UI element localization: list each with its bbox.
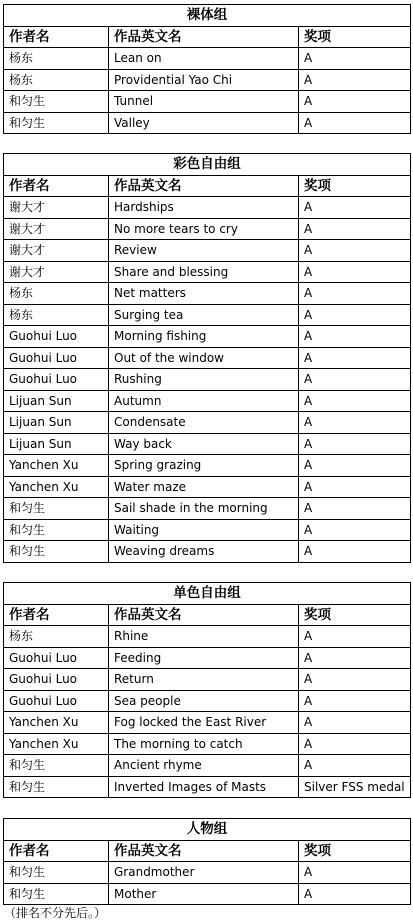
cell-title: Fog locked the East River: [109, 712, 299, 734]
column-header-row: [4, 840, 411, 862]
cell-title: Waiting: [109, 519, 299, 541]
column-header-title: 作品英文名: [109, 604, 299, 626]
column-header-title: 作品英文名: [109, 26, 299, 48]
table-row: [4, 433, 411, 455]
cell-award: A: [299, 733, 411, 755]
table-row: [4, 112, 411, 134]
cell-author: 和匀生: [4, 91, 109, 113]
cell-award: A: [299, 690, 411, 712]
table-row: [4, 218, 411, 240]
column-header-row: [4, 604, 411, 626]
cell-author: 和匀生: [4, 112, 109, 134]
table-row: [4, 519, 411, 541]
cell-award: A: [299, 218, 411, 240]
cell-award: A: [299, 647, 411, 669]
cell-title: Inverted Images of Masts: [109, 776, 299, 798]
table-row: [4, 369, 411, 391]
cell-title: Rhine: [109, 626, 299, 648]
table-row: [4, 541, 411, 563]
cell-author: 谢大才: [4, 261, 109, 283]
cell-author: Guohui Luo: [4, 669, 109, 691]
table-row: [4, 669, 411, 691]
column-header-award: 奖项: [299, 26, 411, 48]
cell-title: Spring grazing: [109, 455, 299, 477]
cell-title: Morning fishing: [109, 326, 299, 348]
table-row: [4, 733, 411, 755]
table-row: [4, 261, 411, 283]
table-row: [4, 755, 411, 777]
cell-award: A: [299, 112, 411, 134]
cell-award: A: [299, 498, 411, 520]
group-title: 人物组: [4, 819, 411, 841]
cell-award: A: [299, 326, 411, 348]
cell-award: A: [299, 369, 411, 391]
table-row: [4, 776, 411, 798]
cell-author: 杨东: [4, 626, 109, 648]
cell-award: A: [299, 261, 411, 283]
column-header-award: 奖项: [299, 175, 411, 197]
cell-title: No more tears to cry: [109, 218, 299, 240]
cell-author: Guohui Luo: [4, 647, 109, 669]
cell-award: A: [299, 712, 411, 734]
cell-award: A: [299, 48, 411, 70]
cell-author: 和匀生: [4, 498, 109, 520]
cell-award: A: [299, 626, 411, 648]
group-title-row: [4, 154, 411, 176]
column-header-title: 作品英文名: [109, 840, 299, 862]
cell-author: 和匀生: [4, 862, 109, 884]
footnote: （排名不分先后。）: [4, 906, 107, 920]
cell-author: Guohui Luo: [4, 690, 109, 712]
cell-award: A: [299, 412, 411, 434]
cell-title: Mother: [109, 883, 299, 905]
cell-award: A: [299, 390, 411, 412]
table-row: [4, 498, 411, 520]
table-row: [4, 240, 411, 262]
table-row: [4, 647, 411, 669]
column-header-award: 奖项: [299, 840, 411, 862]
cell-title: Surging tea: [109, 304, 299, 326]
cell-title: Weaving dreams: [109, 541, 299, 563]
cell-title: Out of the window: [109, 347, 299, 369]
cell-award: A: [299, 883, 411, 905]
table-row: [4, 304, 411, 326]
portrait-group-table: [3, 818, 411, 905]
cell-title: Valley: [109, 112, 299, 134]
cell-author: Guohui Luo: [4, 347, 109, 369]
group-title: 彩色自由组: [4, 154, 411, 176]
cell-title: Feeding: [109, 647, 299, 669]
cell-author: 谢大才: [4, 218, 109, 240]
table-row: [4, 883, 411, 905]
cell-award: A: [299, 197, 411, 219]
cell-author: Lijuan Sun: [4, 390, 109, 412]
cell-title: Hardships: [109, 197, 299, 219]
cell-award: A: [299, 91, 411, 113]
cell-author: Yanchen Xu: [4, 712, 109, 734]
cell-author: 杨东: [4, 69, 109, 91]
cell-author: Lijuan Sun: [4, 412, 109, 434]
cell-title: Lean on: [109, 48, 299, 70]
cell-author: 和匀生: [4, 541, 109, 563]
cell-award: A: [299, 347, 411, 369]
cell-title: Net matters: [109, 283, 299, 305]
column-header-title: 作品英文名: [109, 175, 299, 197]
table-row: [4, 412, 411, 434]
cell-title: Autumn: [109, 390, 299, 412]
group-title-row: [4, 5, 411, 27]
cell-author: 杨东: [4, 48, 109, 70]
table-row: [4, 283, 411, 305]
table-row: [4, 476, 411, 498]
cell-title: Ancient rhyme: [109, 755, 299, 777]
table-row: [4, 91, 411, 113]
cell-award: A: [299, 283, 411, 305]
cell-award: A: [299, 541, 411, 563]
cell-title: Rushing: [109, 369, 299, 391]
cell-author: Yanchen Xu: [4, 455, 109, 477]
cell-award: A: [299, 755, 411, 777]
group-title-row: [4, 819, 411, 841]
cell-award: A: [299, 862, 411, 884]
cell-award: A: [299, 433, 411, 455]
cell-author: 谢大才: [4, 197, 109, 219]
cell-title: Providential Yao Chi: [109, 69, 299, 91]
table-row: [4, 626, 411, 648]
cell-title: Water maze: [109, 476, 299, 498]
table-row: [4, 712, 411, 734]
cell-author: 和匀生: [4, 755, 109, 777]
cell-title: Condensate: [109, 412, 299, 434]
cell-author: Guohui Luo: [4, 369, 109, 391]
column-header-author: 作者名: [4, 26, 109, 48]
nude-group-table: [3, 4, 411, 134]
column-header-row: [4, 175, 411, 197]
table-row: [4, 862, 411, 884]
cell-author: 和匀生: [4, 519, 109, 541]
mono-free-group-table: [3, 582, 411, 798]
cell-title: Sea people: [109, 690, 299, 712]
cell-author: Yanchen Xu: [4, 476, 109, 498]
table-row: [4, 455, 411, 477]
table-row: [4, 690, 411, 712]
cell-title: Way back: [109, 433, 299, 455]
group-title: 裸体组: [4, 5, 411, 27]
cell-title: Sail shade in the morning: [109, 498, 299, 520]
cell-award: A: [299, 455, 411, 477]
table-row: [4, 390, 411, 412]
group-title-row: [4, 583, 411, 605]
table-row: [4, 197, 411, 219]
column-header-award: 奖项: [299, 604, 411, 626]
cell-title: Return: [109, 669, 299, 691]
cell-author: 杨东: [4, 283, 109, 305]
cell-award: A: [299, 669, 411, 691]
table-row: [4, 48, 411, 70]
table-row: [4, 326, 411, 348]
column-header-author: 作者名: [4, 840, 109, 862]
cell-author: Yanchen Xu: [4, 733, 109, 755]
table-row: [4, 69, 411, 91]
cell-title: The morning to catch: [109, 733, 299, 755]
color-free-group-table: [3, 153, 411, 563]
cell-award: A: [299, 69, 411, 91]
cell-author: Guohui Luo: [4, 326, 109, 348]
cell-title: Grandmother: [109, 862, 299, 884]
cell-award: Silver FSS medal: [299, 776, 411, 798]
cell-award: A: [299, 476, 411, 498]
cell-award: A: [299, 240, 411, 262]
cell-title: Share and blessing: [109, 261, 299, 283]
column-header-author: 作者名: [4, 604, 109, 626]
column-header-row: [4, 26, 411, 48]
cell-author: 谢大才: [4, 240, 109, 262]
cell-award: A: [299, 304, 411, 326]
column-header-author: 作者名: [4, 175, 109, 197]
cell-title: Review: [109, 240, 299, 262]
cell-author: 杨东: [4, 304, 109, 326]
table-row: [4, 347, 411, 369]
cell-author: 和匀生: [4, 776, 109, 798]
cell-author: Lijuan Sun: [4, 433, 109, 455]
cell-title: Tunnel: [109, 91, 299, 113]
cell-award: A: [299, 519, 411, 541]
group-title: 单色自由组: [4, 583, 411, 605]
cell-author: 和匀生: [4, 883, 109, 905]
